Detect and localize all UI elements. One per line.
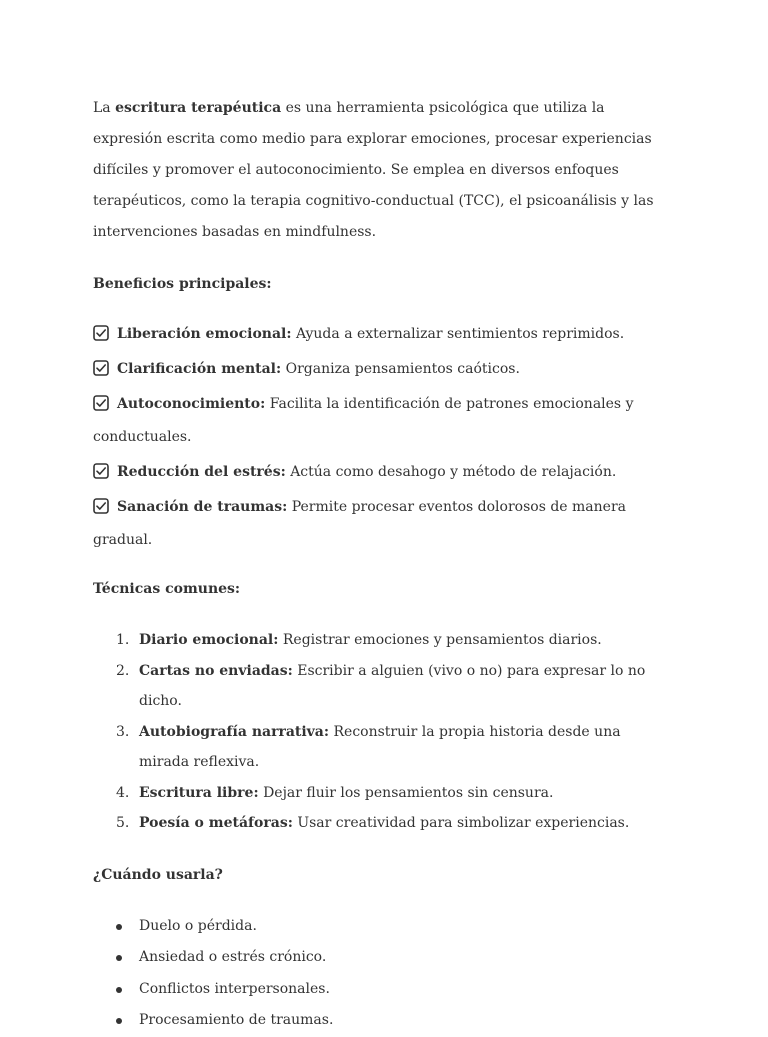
list-number: 2.	[116, 662, 130, 679]
intro-term: escritura terapéutica	[115, 100, 282, 116]
benefit-item	[93, 456, 673, 489]
technique-text: Registrar emociones y pensamientos diarios.	[278, 632, 602, 648]
benefit-item	[93, 491, 673, 557]
benefit-title: Liberación emocional:	[117, 326, 292, 342]
list-item	[93, 1005, 673, 1037]
benefit-text: Actúa como desahogo y método de relajación.	[285, 464, 617, 480]
benefit-text: Ayuda a externalizar sentimientos reprimidos.	[291, 326, 625, 342]
benefit-text: Facilita la identificación de patrones emocionales y conductuales.	[93, 396, 634, 445]
intro-paragraph	[93, 93, 673, 248]
techniques-list	[93, 625, 673, 839]
technique-title: Autobiografía narrativa:	[139, 723, 330, 740]
list-item	[93, 974, 673, 1006]
checkbox-checked-icon	[93, 498, 109, 514]
benefit-item	[93, 388, 673, 454]
benefit-title: Reducción del estrés:	[117, 464, 286, 480]
technique-title: Poesía o metáforas:	[139, 815, 293, 831]
bullet-icon	[116, 1018, 122, 1024]
list-number: 5.	[116, 815, 130, 831]
intro-lead: La	[93, 100, 116, 116]
list-item-text: Conflictos interpersonales.	[139, 980, 330, 997]
list-item-text: Procesamiento de traumas.	[139, 1012, 334, 1028]
checkbox-checked-icon	[93, 463, 109, 479]
intro-rest: es una herramienta psicológica que utiliza la expresión escrita como medio para explorar emociones, procesar experiencias difíciles y promover el autoconocimiento. Se emplea en diversos enfoques terapéuticos, como la terapia cognitivo-conductual (TCC), el psicoanálisis y las intervenciones basadas en mindfulness.	[93, 100, 654, 240]
benefit-title: Clarificación mental:	[117, 361, 282, 377]
list-item	[93, 911, 673, 943]
checkbox-checked-icon	[93, 360, 109, 376]
document-page	[93, 93, 673, 1037]
technique-title: Escritura libre:	[139, 784, 259, 801]
when-heading: ¿Cuándo usarla?	[93, 866, 223, 883]
list-number: 1.	[116, 632, 130, 648]
list-item-text: Duelo o pérdida.	[139, 917, 257, 934]
technique-text: Usar creatividad para simbolizar experiencias.	[292, 815, 630, 831]
technique-item	[93, 778, 673, 809]
list-number: 3.	[116, 723, 130, 740]
technique-item	[93, 808, 673, 839]
benefit-title: Sanación de traumas:	[117, 499, 288, 515]
technique-item	[93, 625, 673, 656]
techniques-heading: Técnicas comunes:	[93, 581, 241, 597]
checkbox-checked-icon	[93, 325, 109, 341]
technique-text: Reconstruir la propia historia desde una mirada reflexiva.	[139, 723, 621, 770]
technique-text: Dejar fluir los pensamientos sin censura.	[258, 784, 554, 801]
bullet-icon	[116, 924, 122, 930]
checkbox-checked-icon	[93, 395, 109, 411]
benefit-item	[93, 318, 673, 351]
technique-text: Escribir a alguien (vivo o no) para expresar lo no dicho.	[139, 662, 646, 709]
technique-title: Diario emocional:	[139, 632, 279, 648]
benefit-text: Permite procesar eventos dolorosos de manera gradual.	[93, 499, 626, 548]
technique-title: Cartas no enviadas:	[139, 662, 293, 679]
benefits-list	[93, 318, 673, 557]
benefits-heading: Beneficios principales:	[93, 276, 272, 292]
list-item-text: Ansiedad o estrés crónico.	[139, 949, 327, 965]
benefit-text: Organiza pensamientos caóticos.	[281, 361, 520, 377]
benefit-title: Autoconocimiento:	[117, 396, 266, 412]
bullet-icon	[116, 987, 122, 993]
technique-item	[93, 717, 673, 778]
benefit-item	[93, 353, 673, 386]
when-list	[93, 911, 673, 1037]
list-item	[93, 942, 673, 974]
bullet-icon	[116, 955, 122, 961]
technique-item	[93, 656, 673, 717]
list-number: 4.	[116, 784, 130, 801]
